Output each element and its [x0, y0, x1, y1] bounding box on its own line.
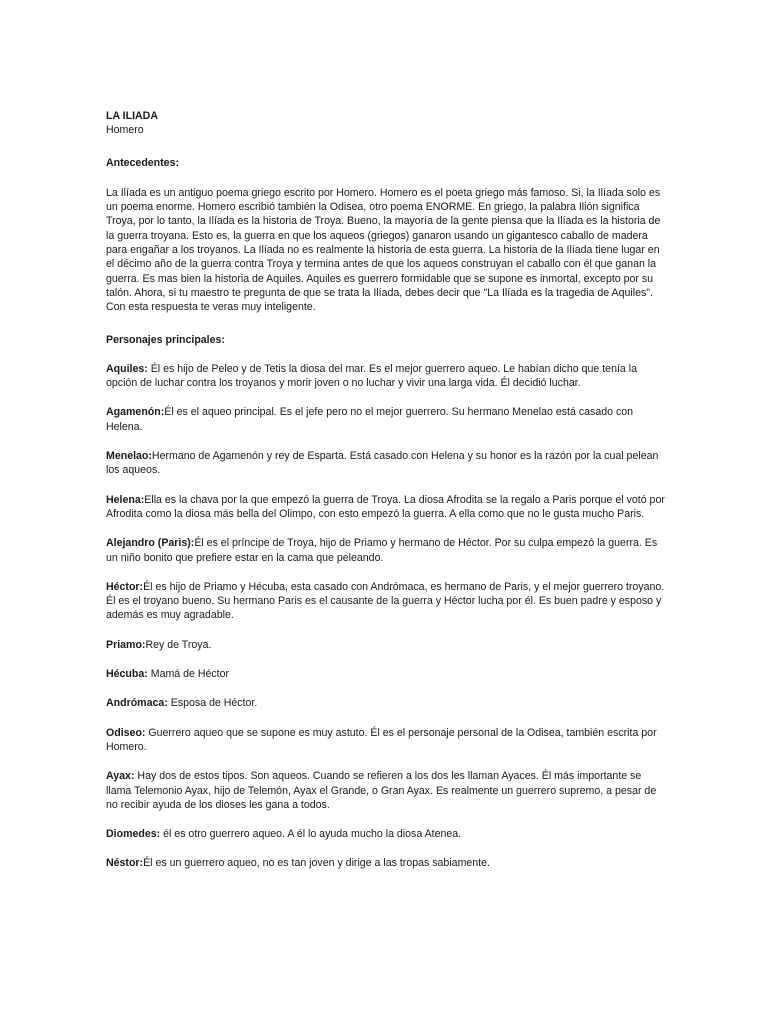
- character-entry: [106, 362, 668, 391]
- character-description: él es otro guerrero aqueo. A él lo ayuda mucho la diosa Atenea.: [160, 828, 462, 841]
- character-entry: [106, 769, 668, 812]
- character-entry: [106, 405, 668, 434]
- character-description: Él es hijo de Peleo y de Tetis la diosa del mar. Es el mejor guerrero aqueo. Le habían dicho que tenía la opción de luchar contra los troyanos y morir joven o no luchar y vivir una larga vida. Él decidió luchar.: [106, 362, 637, 390]
- character-entry: [106, 493, 668, 522]
- character-description: Ella es la chava por la que empezó la guerra de Troya. La diosa Afrodita se la regalo a Paris porque el votó por Afrodita como la diosa más bella del Olimpo, con esto empezó la guerra. A ella como que no le gusta mucho Paris.: [106, 493, 665, 520]
- character-name: Ayax:: [106, 770, 135, 783]
- character-name: Odiseo:: [106, 726, 146, 739]
- character-entry: [106, 667, 668, 681]
- character-description: Guerrero aqueo que se supone es muy astuto. Él es el personaje personal de la Odisea, también escrita por Homero.: [106, 726, 657, 753]
- personajes-heading: Personajes principales:: [106, 333, 225, 346]
- character-name: Helena:: [106, 493, 145, 506]
- character-description: Hermano de Agamenón y rey de Esparta. Está casado con Helena y su honor es la razón por la cual pelean los aqueos.: [106, 450, 659, 477]
- character-entry: [106, 536, 668, 565]
- character-name: Andrómaca:: [106, 697, 168, 710]
- character-description: Él es un guerrero aqueo, no es tan joven y dirige a las tropas sabiamente.: [143, 857, 490, 870]
- character-entry: [106, 827, 668, 841]
- character-entry: [106, 696, 668, 710]
- character-name: Alejandro (Paris):: [106, 537, 195, 550]
- character-description: Hay dos de estos tipos. Son aqueos. Cuando se refieren a los dos les llaman Ayaces. Él más importante se llama Telemonio Ayax, hijo de Telemón, Ayax el Grande, o Gran Ayax. Es realmente un guerrero supremo, a pesar de no recibir ayuda de los dioses les gana a todos.: [106, 770, 657, 811]
- character-description: Él es el aqueo principal. Es el jefe pero no el mejor guerrero. Su hermano Menelao está casado con Helena.: [106, 406, 634, 433]
- character-name: Agamenón:: [106, 406, 165, 419]
- character-name: Hécuba:: [106, 668, 148, 681]
- document-author: Homero: [106, 124, 144, 137]
- character-description: Rey de Troya.: [145, 638, 212, 651]
- character-description: Él es hijo de Priamo y Hécuba, esta casado con Andrómaca, es hermano de Paris, y el mejor guerrero troyano. Él es el troyano bueno. Su hermano Paris es el causante de la guerra y Héctor lucha por él. Es buen padre y esposo y además es muy agradable.: [106, 580, 665, 622]
- character-name: Aquiles:: [106, 362, 148, 375]
- character-name: Priamo:: [106, 638, 146, 651]
- antecedentes-heading: Antecedentes:: [106, 156, 179, 169]
- character-entry: [106, 726, 668, 755]
- character-entry: [106, 580, 668, 623]
- character-description: Él es el príncipe de Troya, hijo de Priamo y hermano de Héctor. Por su culpa empezó la guerra. Es un niño bonito que prefiere estar en la cama que peleando.: [106, 537, 658, 564]
- antecedentes-paragraph: La Ilíada es un antiguo poema griego escrito por Homero. Homero es el poeta griego más famoso. Si, la Ilíada solo es un poema enorme. Homero escribió también la Odisea, otro poema ENORME. En griego, la palabra Ilión significa Troya, por lo tanto, la Ilíada es la historia de Troya. Bueno, la mayoría de la gente piensa que la Ilíada es la historia de la guerra troyana. Esto es, la guerra en que los aqueos (griegos) ganaron usando un gigantesco caballo de madera para engañar a los troyanos. La Ilíada no es realmente la historia de esta guerra. La historia de la Ilíada tiene lugar en el décimo año de la guerra contra Troya y termina antes de que los aqueos construyan el caballo con él que ganan la guerra. Es mas bien la historia de Aquiles. Aquiles es guerrero formidable que se supone es inmortal, excepto por su talón. Ahora, si tu maestro te pregunta de que se trata la Ilíada, debes decir que "La Ilíada es la tragedia de Aquiles". Con esta respuesta te veras muy inteligente.: [106, 186, 661, 314]
- character-entry: [106, 638, 668, 652]
- character-description: Mamá de Héctor: [147, 668, 230, 681]
- character-entry: [106, 856, 668, 870]
- character-description: Esposa de Héctor.: [167, 697, 258, 710]
- character-name: Diomedes:: [106, 828, 161, 841]
- character-entry: [106, 449, 668, 478]
- character-name: Héctor:: [106, 580, 144, 593]
- character-name: Néstor:: [106, 857, 144, 870]
- character-name: Menelao:: [106, 450, 152, 463]
- document-title: LA ILIADA: [106, 110, 158, 122]
